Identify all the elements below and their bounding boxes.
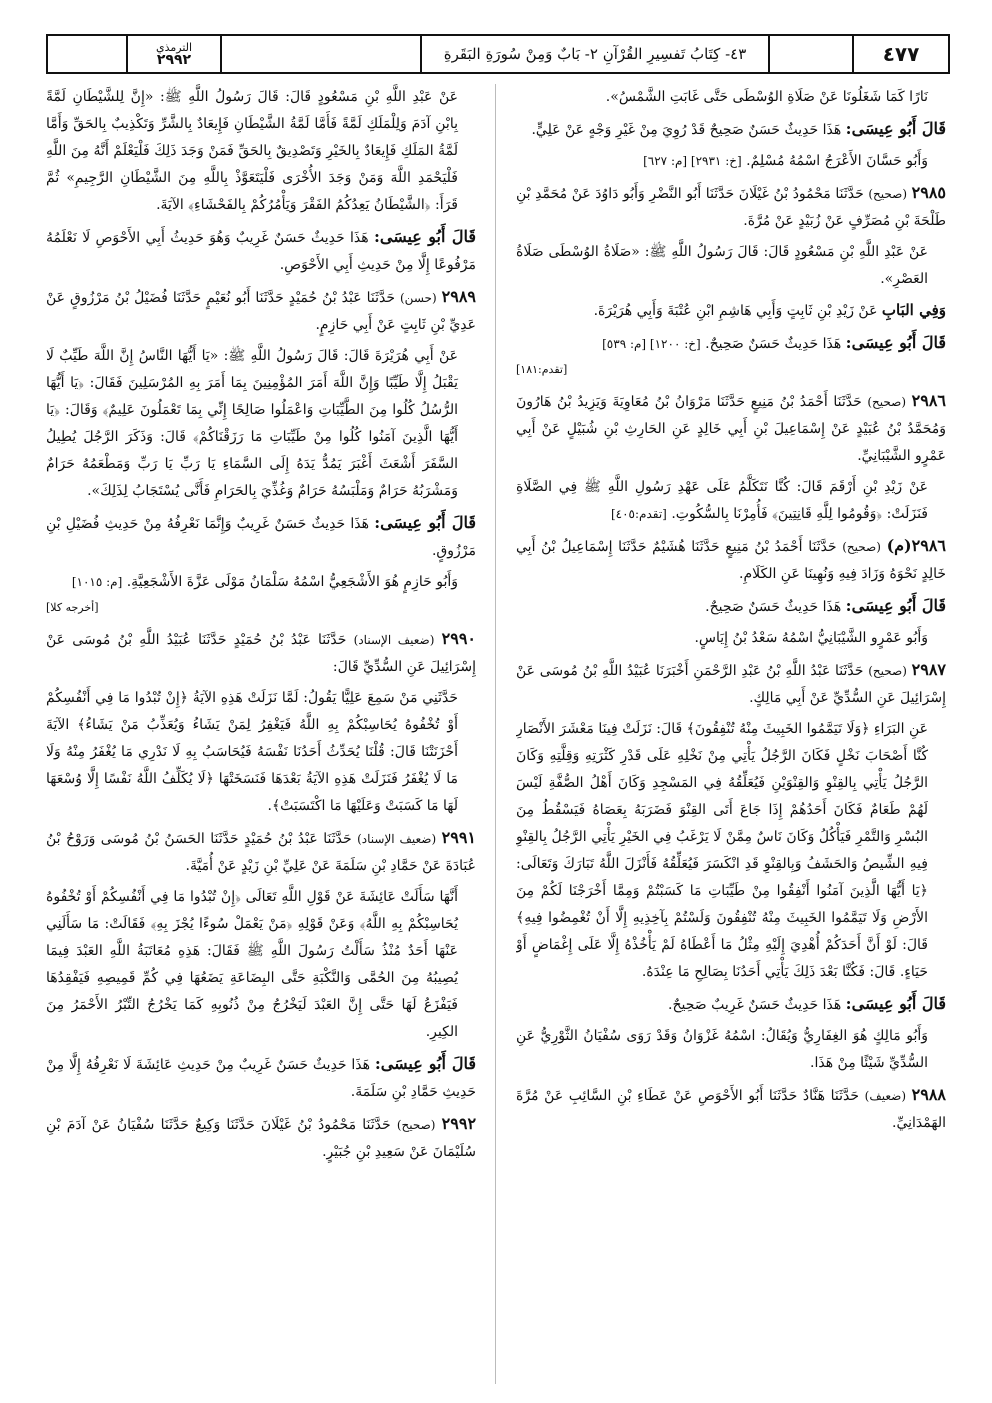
hadith-paragraph — [46, 824, 476, 880]
text-paragraph — [516, 1023, 946, 1077]
scholar-comment — [516, 990, 946, 1019]
hadith-number: ٢٩٩٠ — [441, 629, 476, 648]
paragraph-text: حَدَّثَنَا عَبْدُ اللَّهِ بْنُ عَبْدِ الرَّحْمَنِ أَخْبَرَنَا عُبَيْدُ اللَّهِ بْنُ مُوسَى عَنْ إِسْرَائِيلَ عَنِ السُّدِّيِّ عَنْ أَبِي مَالِكٍ. — [516, 663, 946, 706]
reference: [خ: ١٢٠٠] [م: ٥٣٩] — [602, 337, 701, 351]
chapter-note — [516, 297, 946, 325]
comment-lead: قَالَ أَبُو عِيسَى: — [374, 1054, 476, 1073]
text-paragraph — [46, 884, 476, 1046]
paragraph-text: حَدَّثَنِي مَنْ سَمِعَ عَلِيًّا يَقُولُ: لَمَّا نَزَلَتْ هَذِهِ الآيَةُ ﴿إِنْ تُبْدُوا مَا فِي أَنْفُسِكُمْ أَوْ تُخْفُوهُ يُحَاسِبْكُمْ بِهِ اللَّهُ فَيَغْفِرُ لِمَنْ يَشَاءُ وَيُعَذِّبُ مَنْ يَشَاءُ﴾ الآيَةَ أَحْزَنَتْنَا قَالَ: قُلْنَا يُحَدِّثُ أَحَدُنَا نَفْسَهُ فَيُحَاسَبُ بِهِ لَا نَدْرِي مَا يُغْفَرُ مِنْهُ وَلَا مَا لَا يُغْفَرُ فَنَزَلَتْ هَذِهِ الآيَةُ بَعْدَهَا فَنَسَخَتْهَا ﴿لَا يُكَلِّفُ اللَّهُ نَفْسًا إِلَّا وُسْعَهَا لَهَا مَا كَسَبَتْ وَعَلَيْهَا مَا اكْتَسَبَتْ﴾. — [46, 690, 459, 814]
reference: [تقدم:٤٠٥] — [610, 507, 667, 521]
hadith-paragraph — [46, 625, 476, 681]
hadith-number: ٢٩٨٧ — [911, 660, 946, 679]
reference-note: [تقدم:١٨١] — [516, 363, 568, 376]
text-paragraph — [516, 84, 946, 111]
hadith-grade: (ضعيف الإسناد) — [353, 633, 435, 647]
paragraph-text: هَذَا حَدِيثٌ حَسَنٌ صَحِيحٌ. — [705, 599, 842, 615]
scholar-comment — [516, 115, 946, 144]
page-number: ٤٧٧ — [852, 36, 948, 72]
hadith-grade: (صحيح) — [868, 664, 907, 678]
text-paragraph — [46, 685, 476, 820]
hadith-grade: (صحيح) — [868, 187, 908, 201]
paragraph-text: حَدَّثَنَا أَحْمَدُ بْنُ مَنِيعٍ حَدَّثَنَا هُشَيْمٌ حَدَّثَنَا إِسْمَاعِيلُ بْنُ أَبِي خَالِدٍ نَحْوَهُ وَزَادَ فِيهِ وَنُهِينَا عَنِ الكَلَامِ. — [516, 539, 946, 582]
hadith-grade: (ضعيف) — [864, 1089, 907, 1103]
hadith-paragraph — [516, 532, 946, 588]
paragraph-text: حَدَّثَنَا عَبْدُ بْنُ حُمَيْدٍ حَدَّثَنَا عُبَيْدُ اللَّهِ بْنُ مُوسَى عَنْ إِسْرَائِيلَ عَنِ السُّدِّيِّ قَالَ: — [46, 632, 476, 675]
hadith-paragraph — [46, 283, 476, 339]
text-paragraph — [516, 474, 946, 528]
comment-lead: قَالَ أَبُو عِيسَى: — [845, 994, 946, 1013]
hadith-paragraph — [516, 1081, 946, 1137]
paragraph-text: هَذَا حَدِيثٌ حَسَنٌ غَرِيبٌ وَإِنَّمَا نَعْرِفُهُ مِنْ حَدِيثِ فُضَيْلِ بْنِ مَرْزُوقٍ. — [46, 516, 476, 559]
hadith-number: ٢٩٩١ — [441, 828, 476, 847]
paragraph-text: عَنْ زَيْدِ بْنِ أَرْقَمَ قَالَ: كُنَّا نَتَكَلَّمُ عَلَى عَهْدِ رَسُولِ اللَّهِ ﷺ فِي الصَّلَاةِ فَنَزَلَتْ: ﴿وَقُومُوا لِلَّهِ قَانِتِينَ﴾ فَأُمِرْنَا بِالسُّكُوتِ. — [516, 479, 928, 522]
header-blank-cell — [768, 36, 852, 72]
hadith-number: ٢٩٨٦ — [911, 391, 946, 410]
paragraph-text: حَدَّثَنَا مَحْمُودُ بْنُ غَيْلَانَ حَدَّثَنَا أَبُو النَّضْرِ وَأَبُو دَاوُدَ عَنْ مُحَمَّدِ بْنِ طَلْحَةَ بْنِ مُصَرِّفٍ عَنْ زُبَيْدٍ عَنْ مُرَّةَ. — [516, 186, 946, 229]
paragraph-text: هَذَا حَدِيثٌ حَسَنٌ غَرِيبٌ وَهُوَ حَدِيثُ أَبِي الأَحْوَصِ لَا نَعْلَمُهُ مَرْفُوعًا إِلَّا مِنْ حَدِيثِ أَبِي الأَحْوَصِ. — [46, 230, 476, 273]
hadith-number: ٢٩٨٦(م) — [886, 536, 946, 555]
hadith-paragraph — [516, 656, 946, 712]
paragraph-text: حَدَّثَنَا مَحْمُودُ بْنُ غَيْلَانَ حَدَّثَنَا وَكِيعٌ حَدَّثَنَا سُفْيَانُ عَنْ آدَمَ بْنِ سُلَيْمَانَ عَنْ سَعِيدِ بْنِ جُبَيْرٍ. — [46, 1117, 476, 1160]
header-blank-cell — [220, 36, 420, 72]
paragraph-text: عَنْ زَيْدِ بْنِ ثَابِتٍ وَأَبِي هَاشِمِ ابْنِ عُتْبَةَ وَأَبِي هُرَيْرَةَ. — [593, 303, 878, 319]
hadith-number: ٢٩٨٨ — [911, 1085, 946, 1104]
paragraph-text: وَأَبُو مَالِكٍ هُوَ الغِفَارِيُّ وَيُقَالُ: اسْمُهُ غَزْوَانُ وَقَدْ رَوَى سُفْيَانُ الثَّوْرِيُّ عَنِ السُّدِّيِّ شَيْئًا مِنْ هَذَا. — [516, 1028, 928, 1071]
reference-note: [أخرجه كلا] — [46, 601, 99, 614]
paragraph-text: عَنْ عَبْدِ اللَّهِ بْنِ مَسْعُودٍ قَالَ: قَالَ رَسُولُ اللَّهِ ﷺ: «إِنَّ لِلشَّيْطَانِ لَمَّةً بِابْنِ آدَمَ وَلِلْمَلَكِ لَمَّةً فَأَمَّا لَمَّةُ الشَّيْطَانِ فَإِيعَادٌ بِالشَّرِّ وَتَكْذِيبٌ بِالحَقِّ وَأَمَّا لَمَّةُ المَلَكِ فَإِيعَادٌ بِالخَيْرِ وَتَصْدِيقٌ بِالحَقِّ فَمَنْ وَجَدَ ذَلِكَ فَلْيَعْلَمْ أَنَّهُ مِنَ اللَّهِ فَلْيَحْمَدِ اللَّهَ وَمَنْ وَجَدَ الأُخْرَى فَلْيَتَعَوَّذْ بِاللَّهِ مِنَ الشَّيْطَانِ الرَّجِيمِ» ثُمَّ قَرَأَ: ﴿الشَّيْطَانُ يَعِدُكُمُ الفَقْرَ وَيَأْمُرُكُمْ بِالفَحْشَاءِ﴾ الآيَةَ. — [46, 89, 458, 213]
scholar-comment — [46, 1050, 476, 1106]
comment-lead: قَالَ أَبُو عِيسَى: — [845, 596, 946, 615]
hadith-paragraph — [46, 1110, 476, 1166]
hadith-number: ٢٩٨٩ — [441, 287, 476, 306]
text-paragraph — [46, 84, 476, 219]
source-box — [126, 36, 220, 72]
paragraph-text: هَذَا حَدِيثٌ حَسَنٌ غَرِيبٌ صَحِيحٌ. — [668, 997, 842, 1013]
paragraph-text: عَنْ أَبِي هُرَيْرَةَ قَالَ: قَالَ رَسُولُ اللَّهِ ﷺ: «يَا أَيُّهَا النَّاسُ إِنَّ اللَّهَ طَيِّبٌ لَا يَقْبَلُ إِلَّا طَيِّبًا وَإِنَّ اللَّهَ أَمَرَ المُؤْمِنِينَ بِمَا أَمَرَ بِهِ المُرْسَلِينَ فَقَالَ: ﴿يَا أَيُّهَا الرُّسُلُ كُلُوا مِنَ الطَّيِّبَاتِ وَاعْمَلُوا صَالِحًا إِنِّي بِمَا تَعْمَلُونَ عَلِيمٌ﴾ وَقَالَ: ﴿يَا أَيُّهَا الَّذِينَ آمَنُوا كُلُوا مِنْ طَيِّبَاتِ مَا رَزَقْنَاكُمْ﴾ قَالَ: وَذَكَرَ الرَّجُلَ يُطِيلُ السَّفَرَ أَشْعَثَ أَغْبَرَ يَمُدُّ يَدَهُ إِلَى السَّمَاءِ يَا رَبِّ يَا رَبِّ وَمَطْعَمُهُ حَرَامٌ وَمَشْرَبُهُ حَرَامٌ وَمَلْبَسُهُ حَرَامٌ وَغُذِّيَ بِالحَرَامِ فَأَنَّى يُسْتَجَابُ لِذَلِكَ». — [46, 348, 458, 499]
reference: [خ: ٢٩٣١] [م: ٦٢٧] — [643, 154, 742, 168]
paragraph-text: عَنِ البَرَاءِ ﴿وَلَا تَيَمَّمُوا الخَبِيثَ مِنْهُ تُنْفِقُونَ﴾ قَالَ: نَزَلَتْ فِينَا مَعْشَرَ الأَنْصَارِ كُنَّا أَصْحَابَ نَخْلٍ فَكَانَ الرَّجُلُ يَأْتِي مِنْ نَخْلِهِ عَلَى قَدْرِ كَثْرَتِهِ وَقِلَّتِهِ وَكَانَ الرَّجُلُ يَأْتِي بِالقِنْوِ وَالقِنْوَيْنِ فَيُعَلِّقُهُ فِي المَسْجِدِ وَكَانَ أَهْلُ الصُّفَّةِ لَيْسَ لَهُمْ طَعَامٌ فَكَانَ أَحَدُهُمْ إِذَا جَاعَ أَتَى القِنْوَ فَضَرَبَهُ بِعَصَاهُ فَيَسْقُطُ مِنَ البُسْرِ وَالتَّمْرِ فَيَأْكُلُ وَكَانَ نَاسٌ مِمَّنْ لَا يَرْغَبُ فِي الخَيْرِ يَأْتِي الرَّجُلُ بِالقِنْوِ فِيهِ الشِّيصُ وَالحَشَفُ وَبِالقِنْوِ قَدِ انْكَسَرَ فَيُعَلِّقُهُ فَأَنْزَلَ اللَّهُ تَبَارَكَ وَتَعَالَى: ﴿يَا أَيُّهَا الَّذِينَ آمَنُوا أَنْفِقُوا مِنْ طَيِّبَاتِ مَا كَسَبْتُمْ وَمِمَّا أَخْرَجْنَا لَكُمْ مِنَ الأَرْضِ وَلَا تَيَمَّمُوا الخَبِيثَ مِنْهُ تُنْفِقُونَ وَلَسْتُمْ بِآخِذِيهِ إِلَّا أَنْ تُغْمِضُوا فِيهِ﴾ قَالَ: لَوْ أَنَّ أَحَدَكُمْ أُهْدِيَ إِلَيْهِ مِثْلُ مَا أَعْطَاهُ لَمْ يَأْخُذْهُ إِلَّا عَلَى إِغْمَاضٍ أَوْ حَيَاءٍ. قَالَ: فَكُنَّا بَعْدَ ذَلِكَ يَأْتِي أَحَدُنَا بِصَالِحِ مَا عِنْدَهُ. — [516, 721, 928, 980]
paragraph-text: وَأَبُو عَمْرٍو الشَّيْبَانِيُّ اسْمُهُ سَعْدُ بْنُ إِيَاسٍ. — [694, 630, 928, 646]
paragraph-text: حَدَّثَنَا عَبْدُ بْنُ حُمَيْدٍ حَدَّثَنَا الحَسَنُ بْنُ مُوسَى وَرَوْحُ بْنُ عُبَادَةَ عَنْ حَمَّادِ بْنِ سَلَمَةَ عَنْ عَلِيِّ بْنِ زَيْدٍ عَنْ أُمَيَّةَ. — [46, 831, 476, 874]
hadith-grade: (صحيح) — [396, 1118, 436, 1132]
right-column — [516, 84, 946, 1384]
hadith-grade: (صحيح) — [842, 540, 881, 554]
text-paragraph — [46, 569, 476, 621]
paragraph-text: وَأَبُو حَازِمٍ هُوَ الأَشْجَعِيُّ اسْمُهُ سَلْمَانُ مَوْلَى عَزَّةَ الأَشْجَعِيَّةِ. — [126, 574, 458, 590]
scholar-comment — [46, 509, 476, 565]
paragraph-text: عَنْ عَبْدِ اللَّهِ بْنِ مَسْعُودٍ قَالَ: قَالَ رَسُولُ اللَّهِ ﷺ: «صَلَاةُ الوُسْطَى صَلَاةُ العَصْرِ». — [516, 244, 928, 287]
text-paragraph — [516, 716, 946, 986]
text-paragraph — [516, 148, 946, 175]
comment-lead: قَالَ أَبُو عِيسَى: — [845, 119, 946, 138]
paragraph-text: حَدَّثَنَا عَبْدُ بْنُ حُمَيْدٍ حَدَّثَنَا أَبُو نُعَيْمٍ حَدَّثَنَا فُضَيْلُ بْنُ مَرْزُوقٍ عَنْ عَدِيِّ بْنِ ثَابِتٍ عَنْ أَبِي حَازِمٍ. — [46, 290, 476, 333]
text-paragraph — [46, 343, 476, 505]
scholar-comment — [516, 592, 946, 621]
reference: [م: ١٠١٥] — [71, 575, 123, 589]
hadith-paragraph — [516, 387, 946, 470]
column-divider — [495, 84, 496, 1384]
hadith-grade: (ضعيف الإسناد) — [357, 832, 437, 846]
source-name: الترمذي — [155, 41, 193, 54]
paragraph-text: هَذَا حَدِيثٌ حَسَنٌ غَرِيبٌ مِنْ حَدِيثِ عَائِشَةَ لَا نَعْرِفُهُ إِلَّا مِنْ حَدِيثِ حَمَّادِ بْنِ سَلَمَةَ. — [46, 1057, 476, 1100]
paragraph-text: حَدَّثَنَا هَنَّادٌ حَدَّثَنَا أَبُو الأَحْوَصِ عَنْ عَطَاءِ بْنِ السَّائِبِ عَنْ مُرَّةَ الهَمْدَانِيِّ. — [516, 1088, 946, 1131]
chapter-title: ٤٣- كِتَابُ تَفسِيرِ القُرْآنِ ٢- بَابٌ وَمِنْ سُورَةِ البَقَرةِ — [420, 36, 768, 72]
comment-lead: قَالَ أَبُو عِيسَى: — [845, 333, 946, 352]
scholar-comment — [46, 223, 476, 279]
hadith-grade: (حسن) — [400, 291, 437, 305]
text-paragraph — [516, 625, 946, 652]
comment-lead: وَفِي البَابِ — [881, 301, 946, 319]
paragraph-text: حَدَّثَنَا أَحْمَدُ بْنُ مَنِيعٍ حَدَّثَنَا مَرْوَانُ بْنُ مُعَاوِيَةَ وَيَزِيدُ بْنُ هَارُونَ وَمُحَمَّدُ بْنُ عُبَيْدٍ عَنْ إِسْمَاعِيلَ بْنِ أَبِي خَالِدٍ عَنِ الحَارِثِ بْنِ شُبَيْلٍ عَنْ أَبِي عَمْرٍو الشَّيْبَانِيِّ. — [516, 394, 946, 464]
paragraph-text: هَذَا حَدِيثٌ حَسَنٌ صَحِيحٌ. — [705, 336, 842, 352]
comment-lead: قَالَ أَبُو عِيسَى: — [373, 227, 476, 246]
text-paragraph — [516, 239, 946, 293]
paragraph-text: أَنَّهَا سَأَلَتْ عَائِشَةَ عَنْ قَوْلِ اللَّهِ تَعَالَى ﴿إِنْ تُبْدُوا مَا فِي أَنْفُسِكُمْ أَوْ تُخْفُوهُ يُحَاسِبْكُمْ بِهِ اللَّهُ﴾ وَعَنْ قَوْلِهِ ﴿مَنْ يَعْمَلْ سُوءًا يُجْزَ بِهِ﴾ فَقَالَتْ: مَا سَأَلَنِي عَنْهَا أَحَدٌ مُنْذُ سَأَلْتُ رَسُولَ اللَّهِ ﷺ فَقَالَ: هَذِهِ مُعَاتَبَةُ اللَّهِ العَبْدَ فِيمَا يُصِيبُهُ مِنَ الحُمَّى وَالنَّكْبَةِ حَتَّى البِضَاعَةِ يَضَعُهَا فِي كُمِّ قَمِيصِهِ فَيَفْقِدُهَا فَيَفْزَعُ لَهَا حَتَّى إِنَّ العَبْدَ لَيَخْرُجُ مِنْ ذُنُوبِهِ كَمَا يَخْرُجُ التِّبْرُ الأَحْمَرُ مِنَ الكِيرِ. — [46, 889, 458, 1040]
left-column — [46, 84, 476, 1384]
paragraph-text: هَذَا حَدِيثٌ حَسَنٌ صَحِيحٌ قَدْ رُوِيَ مِنْ غَيْرِ وَجْهٍ عَنْ عَلِيٍّ. — [531, 122, 842, 138]
paragraph-text: نَارًا كَمَا شَغَلُونَا عَنْ صَلَاةِ الوُسْطَى حَتَّى غَابَتِ الشَّمْسُ». — [605, 89, 928, 105]
scholar-comment — [516, 329, 946, 383]
paragraph-text: وَأَبُو حَسَّانَ الأَعْرَجُ اسْمُهُ مُسْلِمٌ. — [746, 153, 928, 169]
hadith-number: ٢٩٩٢ — [441, 1114, 476, 1133]
hadith-number: ٢٩٨٥ — [911, 183, 946, 202]
hadith-paragraph — [516, 179, 946, 235]
header-blank-cell — [48, 36, 126, 72]
comment-lead: قَالَ أَبُو عِيسَى: — [374, 513, 476, 532]
hadith-grade: (صحيح) — [867, 395, 907, 409]
page-header — [46, 34, 950, 74]
source-number: ٢٩٩٢ — [156, 52, 192, 68]
